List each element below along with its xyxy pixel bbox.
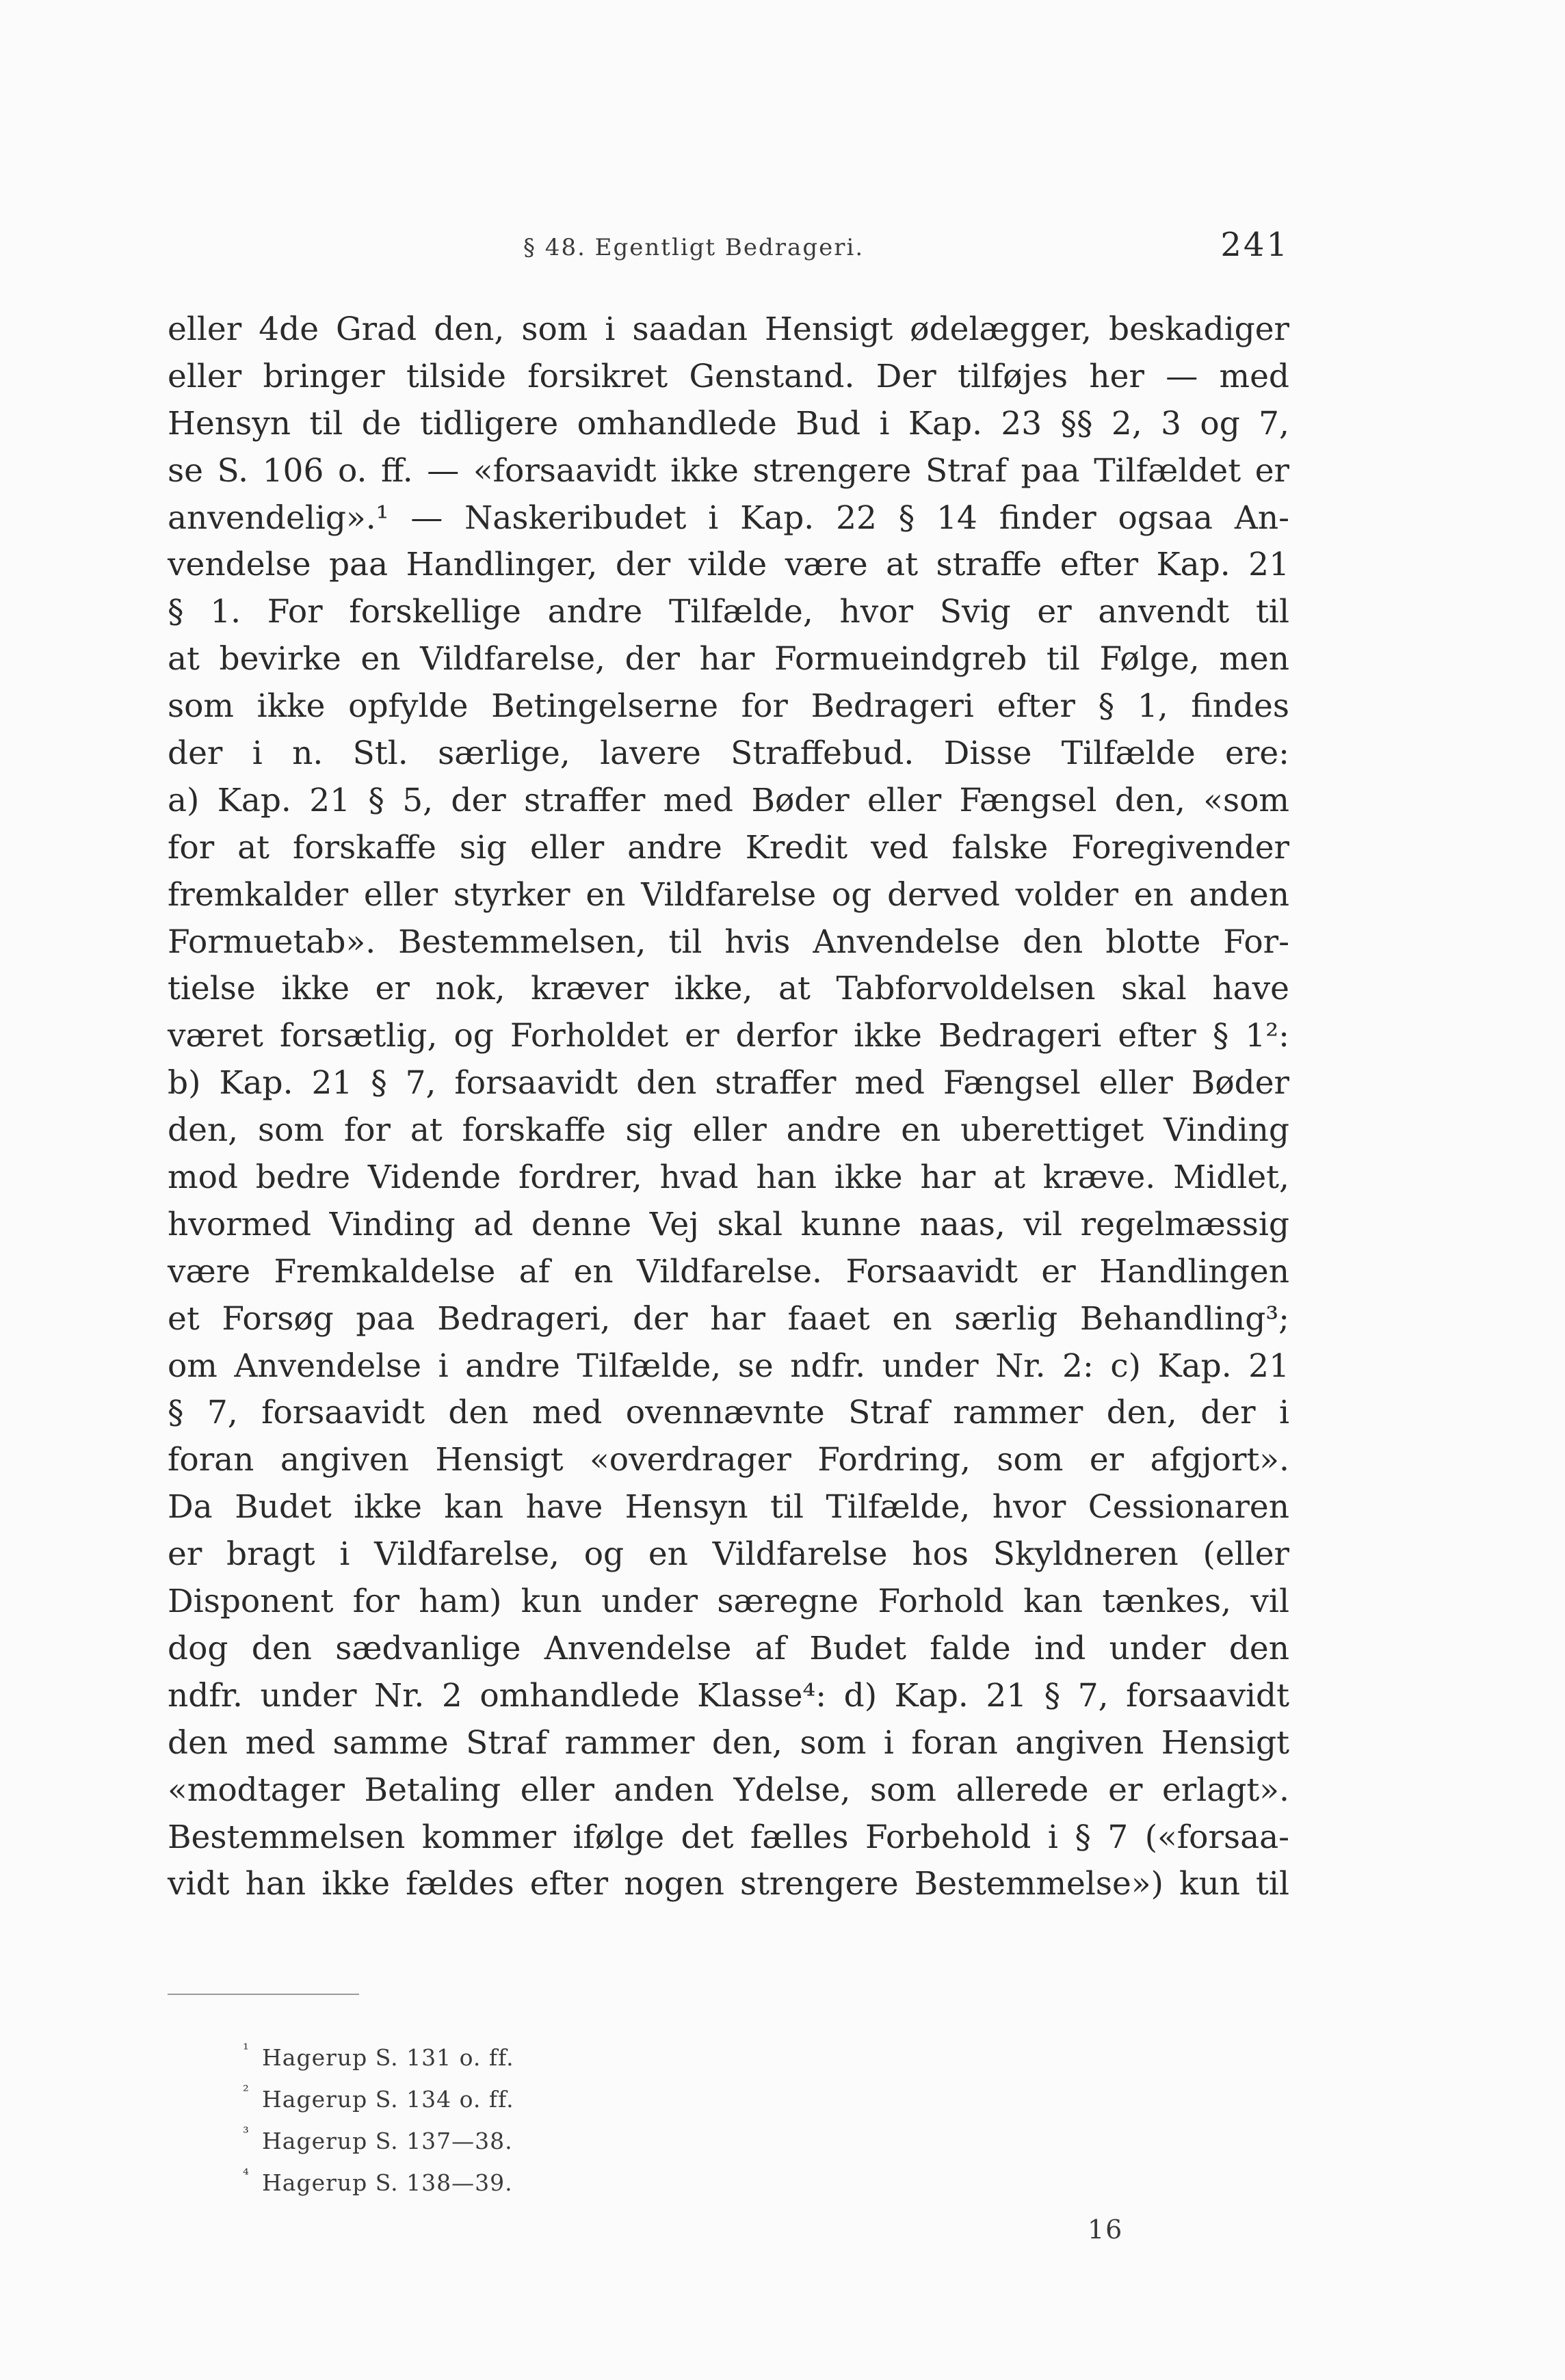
footnote (243, 2078, 790, 2120)
text-line: anvendelig».¹ — Naskeribudet i Kap. 22 § 14 finder ogsaa An- (168, 499, 1289, 537)
text-line: Formuetab». Bestemmelsen, til hvis Anvendelse den blotte For- (168, 923, 1289, 961)
page-header (168, 226, 1289, 280)
footnote-mark: ² (243, 2083, 250, 2100)
text-line: § 7, forsaavidt den med ovennævnte Straf rammer den, der i (168, 1394, 1289, 1432)
text-line: vidt han ikke fældes efter nogen strengere Bestemmelse») kun til (168, 1865, 1289, 1903)
text-line: «modtager Betaling eller anden Ydelse, som allerede er erlagt». (168, 1771, 1289, 1809)
footnote-mark: ⁴ (243, 2167, 250, 2184)
text-line: b) Kap. 21 § 7, forsaavidt den straffer med Fængsel eller Bøder (168, 1064, 1289, 1102)
footnote-text: Hagerup S. 137—38. (262, 2128, 513, 2154)
footnote-text: Hagerup S. 131 o. ff. (262, 2044, 514, 2071)
footnotes (243, 2037, 790, 2204)
text-line: se S. 106 o. ff. — «forsaavidt ikke strengere Straf paa Tilfældet er (168, 451, 1289, 490)
text-line: tielse ikke er nok, kræver ikke, at Tabforvoldelsen skal have (168, 970, 1289, 1008)
running-head: § 48. Egentligt Bedrageri. (523, 234, 865, 261)
text-line: være Fremkaldelse af en Vildfarelse. Forsaavidt er Handlingen (168, 1252, 1289, 1291)
text-line: ndfr. under Nr. 2 omhandlede Klasse⁴: d) Kap. 21 § 7, forsaavidt (168, 1676, 1289, 1715)
text-line: § 1. For forskellige andre Tilfælde, hvor Svig er anvendt til (168, 593, 1289, 631)
text-line: den, som for at forskaffe sig eller andre en uberettiget Vinding (168, 1111, 1289, 1150)
text-line: som ikke opfylde Betingelserne for Bedrageri efter § 1, findes (168, 687, 1289, 726)
text-line: den med samme Straf rammer den, som i foran angiven Hensigt (168, 1723, 1289, 1762)
footnote-text: Hagerup S. 134 o. ff. (262, 2086, 514, 2113)
text-line: Bestemmelsen kommer ifølge det fælles Forbehold i § 7 («forsaa- (168, 1818, 1289, 1856)
footnote (243, 2120, 790, 2162)
text-line: mod bedre Vidende fordrer, hvad han ikke har at kræve. Midlet, (168, 1159, 1289, 1197)
text-line: fremkalder eller styrker en Vildfarelse og derved volder en anden (168, 875, 1289, 914)
text-line: a) Kap. 21 § 5, der straffer med Bøder eller Fængsel den, «som (168, 781, 1289, 819)
text-line: været forsætlig, og Forholdet er derfor ikke Bedrageri efter § 1²: (168, 1017, 1289, 1055)
text-line: om Anvendelse i andre Tilfælde, se ndfr. under Nr. 2: c) Kap. 21 (168, 1347, 1289, 1385)
text-line: Da Budet ikke kan have Hensyn til Tilfælde, hvor Cessionaren (168, 1488, 1289, 1526)
text-line: Hensyn til de tidligere omhandlede Bud i Kap. 23 §§ 2, 3 og 7, (168, 404, 1289, 442)
text-line: der i n. Stl. særlige, lavere Straffebud. Disse Tilfælde ere: (168, 735, 1289, 773)
footnote (243, 2037, 790, 2078)
text-line: eller bringer tilside forsikret Genstand. Der tilføjes her — med (168, 357, 1289, 395)
body-text (168, 306, 1289, 1908)
footnote-mark: ³ (243, 2125, 250, 2142)
text-line: vendelse paa Handlinger, der vilde være at straffe efter Kap. 21 (168, 546, 1289, 584)
text-line: er bragt i Vildfarelse, og en Vildfarelse hos Skyldneren (eller (168, 1535, 1289, 1574)
text-line: dog den sædvanlige Anvendelse af Budet falde ind under den (168, 1629, 1289, 1667)
text-line: et Forsøg paa Bedrageri, der har faaet en særlig Behandling³; (168, 1299, 1289, 1338)
text-line: foran angiven Hensigt «overdrager Fordring, som er afgjort». (168, 1441, 1289, 1479)
page-number: 241 (1220, 226, 1289, 264)
footnote (243, 2162, 790, 2204)
text-line: eller 4de Grad den, som i saadan Hensigt ødelægger, beskadiger (168, 310, 1289, 348)
text-line: Disponent for ham) kun under særegne Forhold kan tænkes, vil (168, 1583, 1289, 1621)
text-line: hvormed Vinding ad denne Vej skal kunne naas, vil regelmæssig (168, 1205, 1289, 1243)
text-line: for at forskaffe sig eller andre Kredit ved falske Foregivender (168, 828, 1289, 867)
signature-mark: 16 (1088, 2214, 1124, 2245)
text-line: at bevirke en Vildfarelse, der har Formueindgreb til Følge, men (168, 640, 1289, 678)
footnote-text: Hagerup S. 138—39. (262, 2169, 513, 2196)
footnote-mark: ¹ (243, 2041, 250, 2059)
footnote-divider (168, 1994, 359, 1995)
